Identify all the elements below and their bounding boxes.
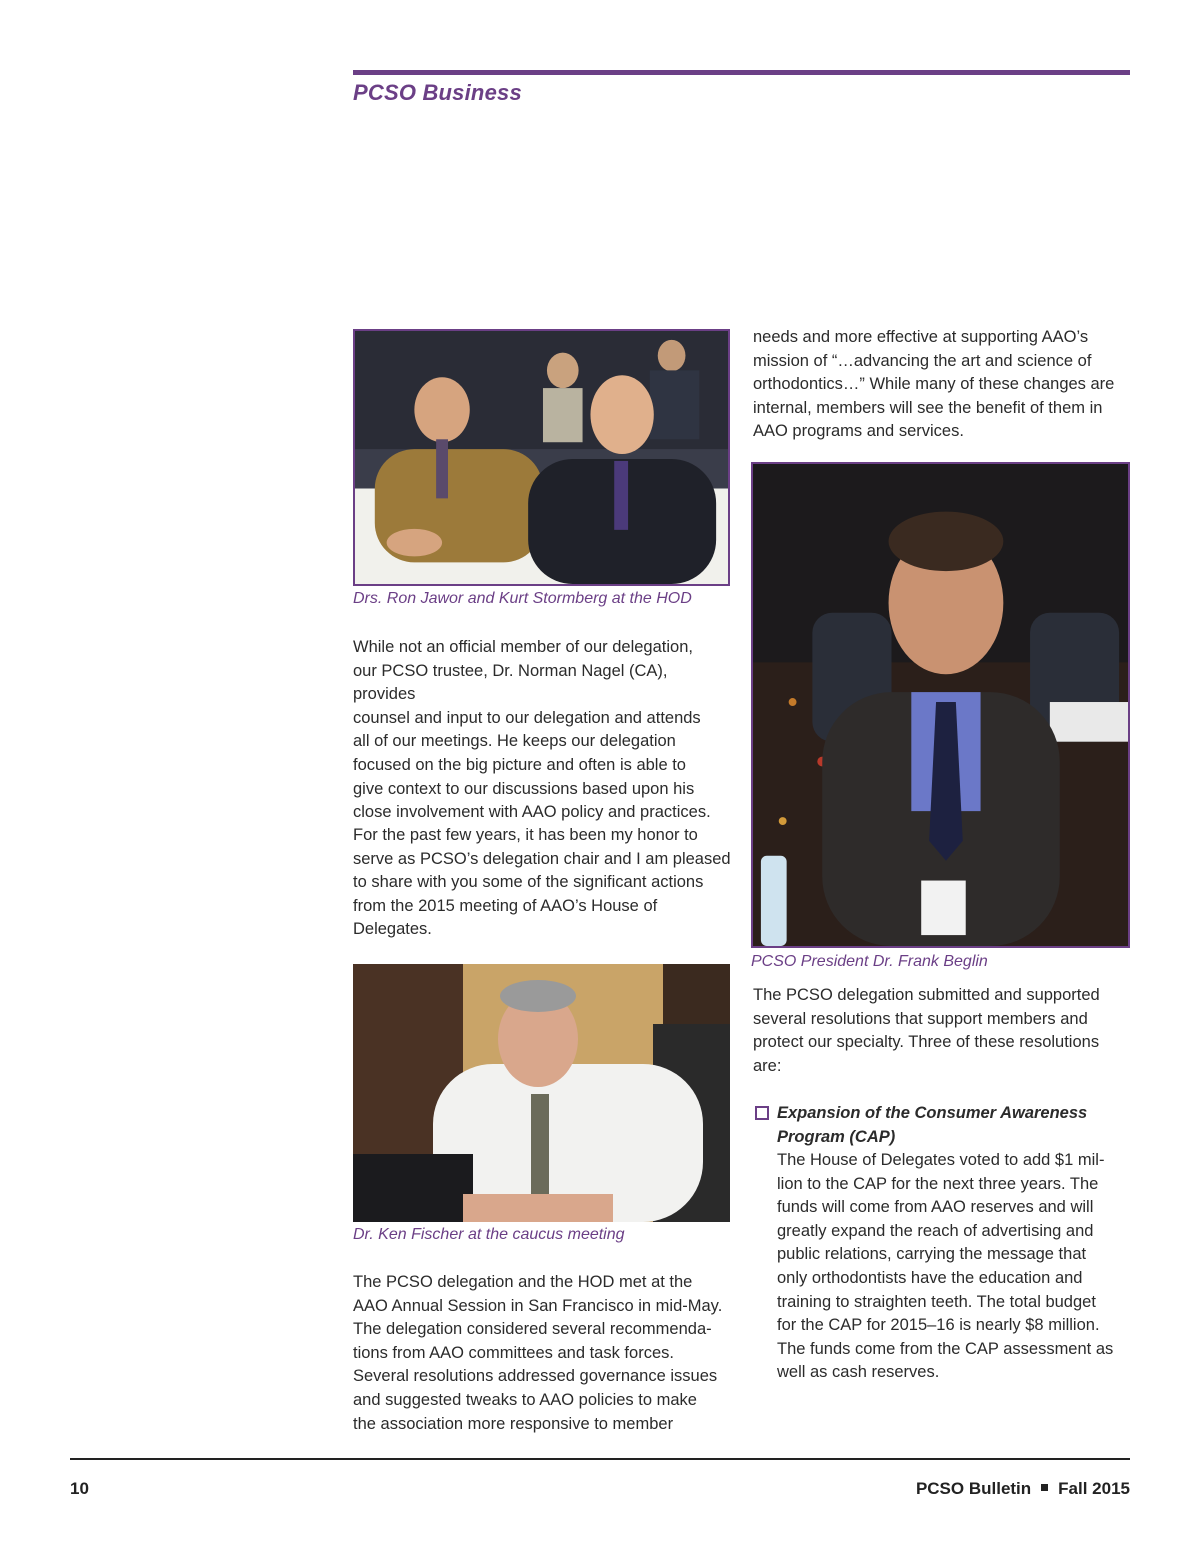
page-number: 10 (70, 1479, 89, 1498)
photo-jawor-stormberg-image (355, 331, 728, 584)
caption-ken-fischer: Dr. Ken Fischer at the caucus meeting (353, 1226, 625, 1243)
square-bullet-icon (755, 1106, 769, 1120)
section-title: PCSO Business (353, 80, 522, 105)
bullet-title-cap: Expansion of the Consumer Awareness Program (CAP) (777, 1104, 1088, 1146)
caption-jawor-stormberg: Drs. Ron Jawor and Kurt Stormberg at the HOD (353, 590, 692, 607)
bullet-body-cap: The House of Delegates voted to add $1 mil- lion to the CAP for the next three years. The funds will come from AAO reserves and will greatly expand the reach of advertising and public relations, carrying the message that only orthodontists have the education and training to straighten teeth. The total budget for the CAP for 2015–16 is nearly $8 million. The funds come from the CAP assessment as well as cash reserves. (777, 1151, 1114, 1382)
footer-rule (70, 1458, 1130, 1460)
body-paragraph-aao-mission: needs and more effective at supporting AAO’s mission of “…advancing the art and science of orthodontics…” While many of these changes are internal, members will see the benefit of them in AAO programs and services. (753, 328, 1115, 441)
body-paragraph-resolutions: The PCSO delegation submitted and supported several resolutions that support members and protect our specialty. Three of these resolutions are: (753, 986, 1100, 1075)
photo-ken-fischer-image (353, 964, 730, 1222)
photo-ken-fischer (353, 964, 730, 1222)
photo-frank-beglin (751, 462, 1130, 948)
separator-square-icon (1041, 1484, 1048, 1491)
caption-frank-beglin: PCSO President Dr. Frank Beglin (751, 953, 988, 970)
body-paragraph-hod-meeting: The PCSO delegation and the HOD met at the AAO Annual Session in San Francisco in mid-May. The delegation considered several recommenda- tions from AAO committees and task forces. Several resolutions addressed governance issues and suggested tweaks to AAO policies to make the association more responsive to member (353, 1273, 723, 1433)
publication-name: PCSO Bulletin (915, 1479, 1032, 1498)
body-paragraph-trustee: While not an official member of our delegation, our PCSO trustee, Dr. Norman Nagel (CA), provides counsel and input to our delegation and attends all of our meetings. He keeps our delegation focused on the big picture and often is able to give context to our discussions based upon his close involvement with AAO policy and practices. (353, 638, 711, 822)
photo-jawor-stormberg (353, 329, 730, 586)
photo-frank-beglin-image (753, 464, 1128, 946)
issue-name: Fall 2015 (1058, 1479, 1130, 1498)
header-rule (353, 70, 1130, 75)
footer-publication (916, 1479, 1130, 1499)
body-paragraph-delegation-chair: For the past few years, it has been my honor to serve as PCSO’s delegation chair and I am pleased to share with you some of the significant actions from the 2015 meeting of AAO’s House of Delegates. (353, 826, 731, 939)
